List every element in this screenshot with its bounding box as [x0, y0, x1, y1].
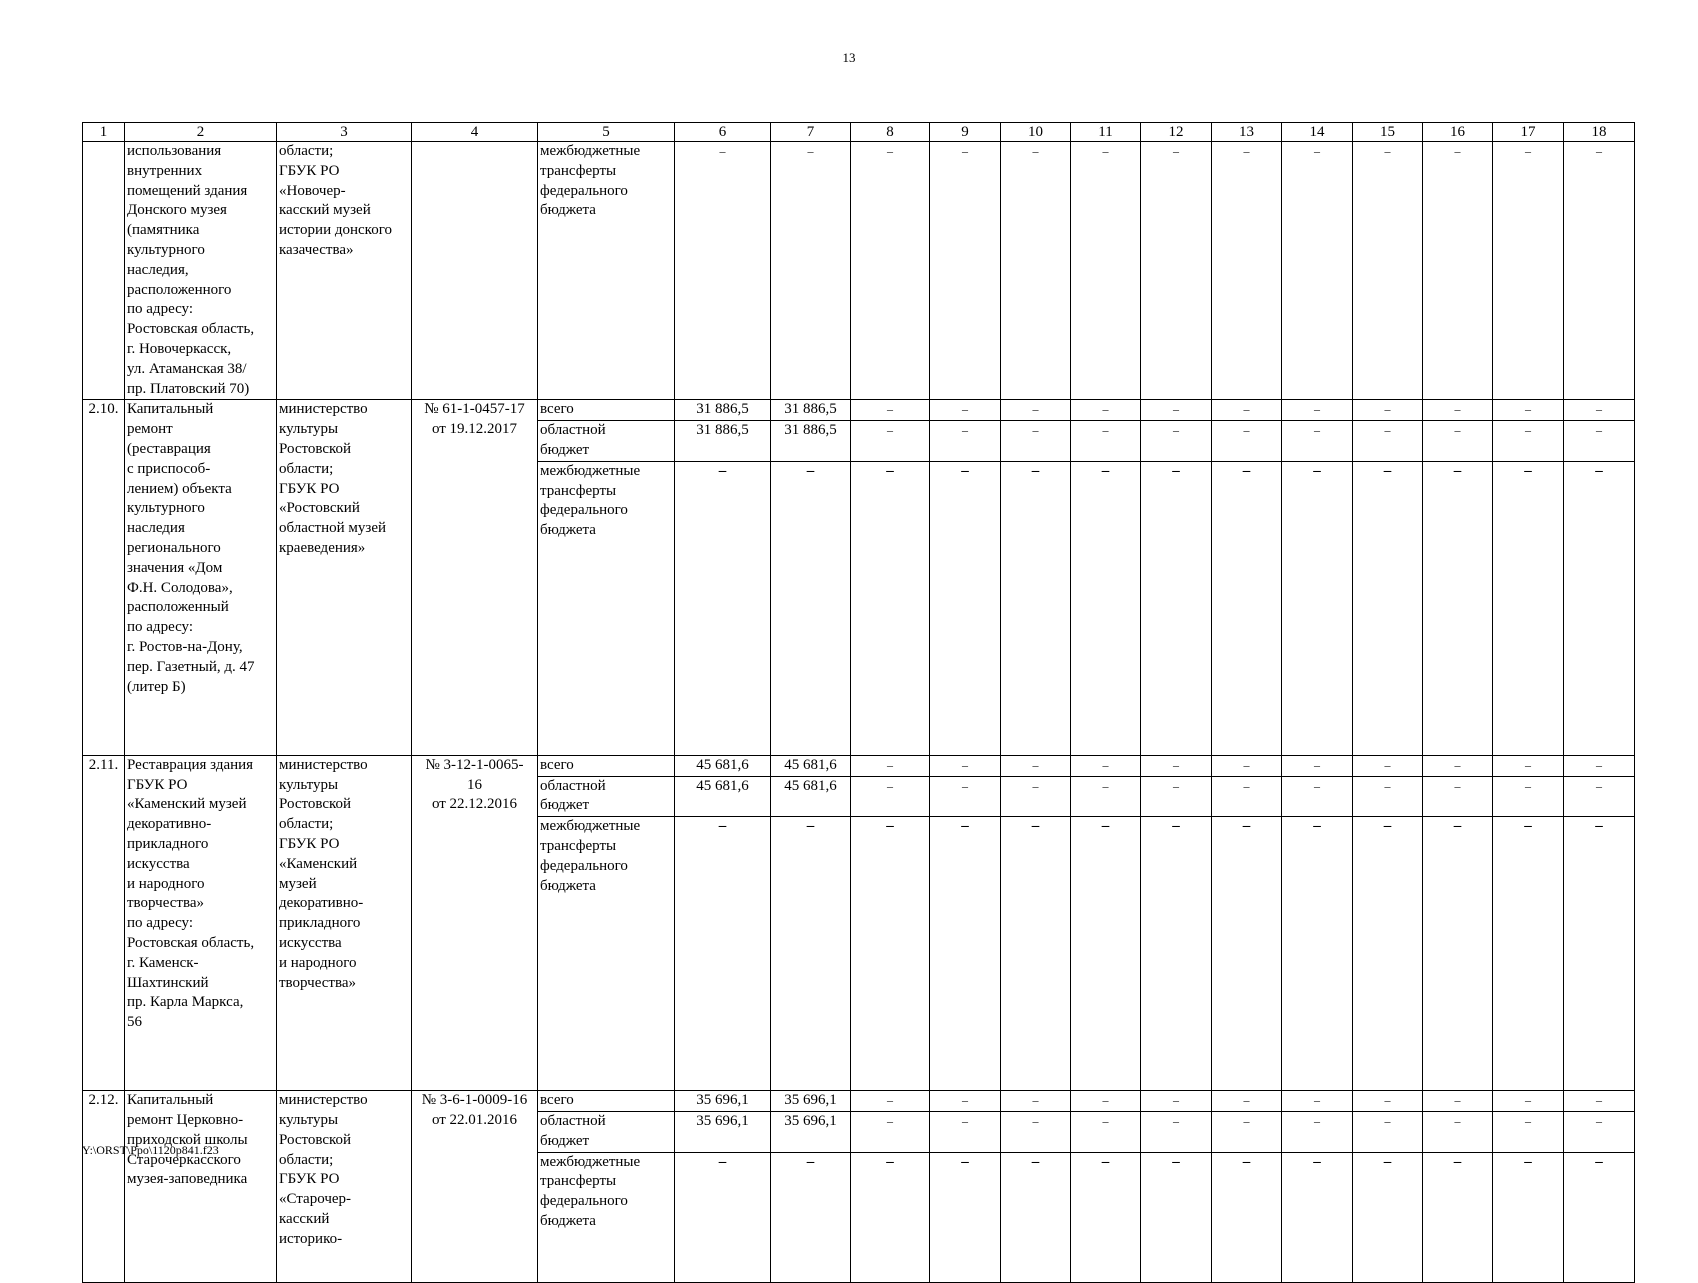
- empty-value-col-15: –: [1353, 776, 1423, 817]
- item-executor-line: культуры: [279, 421, 339, 438]
- item-name-line: по адресу:: [127, 619, 194, 636]
- item-name-line: лением) объекта: [127, 480, 232, 497]
- item-document-line: № 61-1-0457-17: [424, 401, 525, 418]
- source-regional-line: бюджет: [540, 441, 590, 458]
- item-document: [412, 755, 538, 1090]
- source-federal-line: трансферты: [540, 162, 617, 179]
- source-federal-line: бюджета: [540, 202, 596, 219]
- source-federal-line: межбюджетные: [540, 143, 641, 159]
- empty-value-col-10: –: [1001, 142, 1071, 400]
- total-value-2019: 35 696,1: [771, 1091, 851, 1112]
- empty-value-col-12: –: [1141, 776, 1212, 817]
- empty-value-col-13: –: [1212, 776, 1282, 817]
- empty-value-col-13: –: [1212, 1091, 1282, 1112]
- item-name-line: внутренних: [127, 162, 203, 179]
- item-executor-line: министерство: [279, 401, 368, 418]
- column-header: 16: [1423, 123, 1493, 142]
- item-executor-line: «Ростовский: [279, 500, 360, 517]
- empty-value-col-13: –: [1212, 421, 1282, 462]
- empty-value-col-9: –: [930, 1091, 1001, 1112]
- source-regional-line: областной: [540, 1112, 606, 1129]
- column-header: 6: [675, 123, 771, 142]
- item-name-line: значения «Дом: [127, 559, 223, 576]
- column-header: 12: [1141, 123, 1212, 142]
- empty-value-col-18: –: [1564, 1091, 1635, 1112]
- empty-value-col-8: –: [851, 421, 930, 462]
- item-executor-line: областной музей: [279, 520, 387, 537]
- item-executor-line: министерство: [279, 756, 368, 773]
- column-header-row: [83, 123, 1635, 142]
- empty-value-col-8: –: [851, 1091, 930, 1112]
- empty-value-col-15: –: [1353, 142, 1423, 400]
- empty-value-col-17: –: [1493, 755, 1564, 776]
- empty-value-col-9: –: [930, 776, 1001, 817]
- empty-value-col-17: –: [1493, 1091, 1564, 1112]
- empty-value-col-6: –: [675, 817, 771, 1091]
- item-executor-line: касский: [279, 1210, 330, 1227]
- source-regional-line: областной: [540, 777, 606, 794]
- empty-value-col-17: –: [1493, 776, 1564, 817]
- source-total: всего: [538, 755, 675, 776]
- empty-value-col-17: –: [1493, 400, 1564, 421]
- empty-value-col-8: –: [851, 142, 930, 400]
- item-name-line: помещений здания: [127, 182, 248, 199]
- empty-value-col-12: –: [1141, 1152, 1212, 1282]
- empty-value-col-18: –: [1564, 400, 1635, 421]
- item-name-line: ул. Атаманская 38/: [127, 360, 247, 377]
- empty-value-col-15: –: [1353, 461, 1423, 755]
- empty-value-col-6: –: [675, 461, 771, 755]
- regional-value-2019: 45 681,6: [771, 776, 851, 817]
- item-name: [125, 400, 277, 755]
- item-executor-line: касский музей: [279, 202, 371, 219]
- item-executor: [277, 400, 412, 755]
- empty-value-col-15: –: [1353, 1111, 1423, 1152]
- item-executor-line: области;: [279, 460, 334, 477]
- item-name-line: Ростовская область,: [127, 934, 255, 951]
- item-document-line: 16: [467, 776, 482, 793]
- item-name-line: Реставрация здания: [127, 756, 254, 773]
- item-name-line: пер. Газетный, д. 47: [127, 658, 255, 675]
- item-name-line: Капитальный: [127, 401, 214, 418]
- item-document-line: от 22.12.2016: [431, 796, 518, 813]
- empty-value-col-10: –: [1001, 817, 1071, 1091]
- empty-value-col-8: –: [851, 776, 930, 817]
- source-regional-line: бюджет: [540, 1132, 590, 1149]
- item-executor-line: культуры: [279, 1111, 339, 1128]
- empty-value-col-14: –: [1282, 755, 1353, 776]
- item-executor-line: казачества»: [279, 241, 354, 258]
- item-name-line: использования: [127, 143, 222, 159]
- empty-value-col-11: –: [1071, 400, 1141, 421]
- empty-value-col-12: –: [1141, 421, 1212, 462]
- item-name-line: наследия,: [127, 261, 189, 278]
- item-name-line: искусства: [127, 855, 190, 872]
- item-executor-line: ГБУК РО: [279, 480, 340, 497]
- source-federal-line: трансферты: [540, 837, 617, 854]
- empty-value-col-18: –: [1564, 1152, 1635, 1282]
- empty-value-col-15: –: [1353, 400, 1423, 421]
- empty-value-col-9: –: [930, 817, 1001, 1091]
- empty-value-col-8: –: [851, 1152, 930, 1282]
- empty-value-col-12: –: [1141, 1111, 1212, 1152]
- empty-value-col-10: –: [1001, 776, 1071, 817]
- item-name-line: наследия: [127, 520, 185, 537]
- table-row-total: [83, 1091, 1635, 1112]
- item-document-line: № 3-6-1-0009-16: [421, 1092, 528, 1109]
- item-executor-line: краеведения»: [279, 539, 366, 556]
- empty-value-col-10: –: [1001, 1091, 1071, 1112]
- item-executor-line: культуры: [279, 776, 339, 793]
- empty-value-col-10: –: [1001, 461, 1071, 755]
- total-value: 31 886,5: [675, 400, 771, 421]
- empty-value-col-14: –: [1282, 142, 1353, 400]
- regional-value: 35 696,1: [675, 1111, 771, 1152]
- regional-value: 31 886,5: [675, 421, 771, 462]
- item-name-line: Старочеркасского: [127, 1151, 241, 1168]
- item-name-line: приходской школы: [127, 1131, 248, 1148]
- empty-value-col-15: –: [1353, 817, 1423, 1091]
- empty-value-col-14: –: [1282, 461, 1353, 755]
- empty-value-col-6: –: [675, 142, 771, 400]
- source-federal-line: трансферты: [540, 482, 617, 499]
- item-executor-line: области;: [279, 1151, 334, 1168]
- item-executor-line: прикладного: [279, 915, 361, 932]
- empty-value-col-16: –: [1423, 817, 1493, 1091]
- empty-value-col-7: –: [771, 142, 851, 400]
- empty-value-col-9: –: [930, 400, 1001, 421]
- item-name-line: прикладного: [127, 835, 209, 852]
- source-regional: [538, 421, 675, 462]
- total-value: 45 681,6: [675, 755, 771, 776]
- source-regional: [538, 776, 675, 817]
- source-federal: [538, 817, 675, 1091]
- column-header: 3: [277, 123, 412, 142]
- item-name-line: 56: [127, 1014, 142, 1031]
- item-number: [83, 142, 125, 400]
- source-federal-line: бюджета: [540, 522, 596, 539]
- item-executor: [277, 755, 412, 1090]
- column-header: 11: [1071, 123, 1141, 142]
- source-federal-line: межбюджетные: [540, 462, 641, 479]
- item-name-line: (литер Б): [127, 678, 186, 695]
- item-name-line: декоративно-: [127, 816, 212, 833]
- empty-value-col-17: –: [1493, 1111, 1564, 1152]
- item-name-line: (реставрация: [127, 440, 211, 457]
- item-executor-line: и народного: [279, 954, 357, 971]
- empty-value-col-18: –: [1564, 817, 1635, 1091]
- source-regional: [538, 1111, 675, 1152]
- empty-value-col-7: –: [771, 817, 851, 1091]
- column-header: 17: [1493, 123, 1564, 142]
- item-name-line: г. Новочеркасск,: [127, 340, 232, 357]
- item-name: [125, 1091, 277, 1282]
- regional-value: 45 681,6: [675, 776, 771, 817]
- item-document: [412, 400, 538, 755]
- empty-value-col-16: –: [1423, 755, 1493, 776]
- item-name-line: г. Ростов-на-Дону,: [127, 638, 243, 655]
- empty-value-col-13: –: [1212, 400, 1282, 421]
- empty-value-col-14: –: [1282, 421, 1353, 462]
- source-federal: [538, 461, 675, 755]
- item-document-line: от 19.12.2017: [431, 421, 518, 438]
- empty-value-col-16: –: [1423, 421, 1493, 462]
- empty-value-col-15: –: [1353, 755, 1423, 776]
- empty-value-col-16: –: [1423, 142, 1493, 400]
- empty-value-col-11: –: [1071, 142, 1141, 400]
- item-document-line: № 3-12-1-0065-: [425, 756, 524, 773]
- item-name-line: расположенного: [127, 281, 232, 298]
- item-name: [125, 755, 277, 1090]
- source-federal-line: федерального: [540, 502, 628, 519]
- source-total: всего: [538, 1091, 675, 1112]
- empty-value-col-14: –: [1282, 776, 1353, 817]
- source-federal: [538, 1152, 675, 1282]
- regional-value-2019: 35 696,1: [771, 1111, 851, 1152]
- item-name-line: регионального: [127, 539, 221, 556]
- empty-value-col-17: –: [1493, 817, 1564, 1091]
- item-executor-line: области;: [279, 816, 334, 833]
- empty-value-col-18: –: [1564, 421, 1635, 462]
- item-executor-line: ГБУК РО: [279, 162, 340, 179]
- item-name-line: Донского музея: [127, 202, 227, 219]
- empty-value-col-10: –: [1001, 421, 1071, 462]
- item-name-line: с приспособ-: [127, 460, 211, 477]
- empty-value-col-12: –: [1141, 755, 1212, 776]
- item-number: 2.11.: [83, 755, 125, 1090]
- empty-value-col-11: –: [1071, 421, 1141, 462]
- empty-value-col-13: –: [1212, 755, 1282, 776]
- item-number: 2.12.: [83, 1091, 125, 1282]
- empty-value-col-11: –: [1071, 817, 1141, 1091]
- empty-value-col-9: –: [930, 461, 1001, 755]
- table-row-continuation: [83, 142, 1635, 400]
- item-name-line: Капитальный: [127, 1092, 214, 1109]
- empty-value-col-14: –: [1282, 817, 1353, 1091]
- empty-value-col-13: –: [1212, 461, 1282, 755]
- item-executor-line: «Каменский: [279, 855, 358, 872]
- empty-value-col-11: –: [1071, 1152, 1141, 1282]
- item-number: 2.10.: [83, 400, 125, 755]
- empty-value-col-10: –: [1001, 1152, 1071, 1282]
- empty-value-col-13: –: [1212, 142, 1282, 400]
- column-header: 4: [412, 123, 538, 142]
- empty-value-col-8: –: [851, 400, 930, 421]
- item-name-line: Ф.Н. Солодова»,: [127, 579, 233, 596]
- item-executor: [277, 1091, 412, 1282]
- item-name-line: Ростовская область,: [127, 321, 255, 338]
- source-federal-line: бюджета: [540, 1212, 596, 1229]
- empty-value-col-11: –: [1071, 461, 1141, 755]
- empty-value-col-10: –: [1001, 1111, 1071, 1152]
- item-executor-line: музей: [279, 875, 317, 892]
- footer-file-path: Y:\ORST\Ppo\1120p841.f23: [82, 1143, 219, 1157]
- empty-value-col-15: –: [1353, 1152, 1423, 1282]
- empty-value-col-14: –: [1282, 1111, 1353, 1152]
- empty-value-col-18: –: [1564, 776, 1635, 817]
- item-name-line: творчества»: [127, 895, 204, 912]
- item-name-line: пр. Карла Маркса,: [127, 994, 244, 1011]
- empty-value-col-11: –: [1071, 755, 1141, 776]
- page-number: 13: [842, 50, 856, 65]
- empty-value-col-7: –: [771, 1152, 851, 1282]
- empty-value-col-7: –: [771, 461, 851, 755]
- empty-value-col-13: –: [1212, 817, 1282, 1091]
- item-executor-line: министерство: [279, 1092, 368, 1109]
- total-value-2019: 31 886,5: [771, 400, 851, 421]
- item-name: [125, 142, 277, 400]
- empty-value-col-8: –: [851, 461, 930, 755]
- column-header: 2: [125, 123, 277, 142]
- empty-value-col-9: –: [930, 421, 1001, 462]
- item-executor-line: истории донского: [279, 222, 392, 239]
- item-document-line: от 22.01.2016: [431, 1111, 518, 1128]
- item-executor-line: «Новочер-: [279, 182, 346, 199]
- empty-value-col-12: –: [1141, 817, 1212, 1091]
- empty-value-col-17: –: [1493, 1152, 1564, 1282]
- source-federal-line: межбюджетные: [540, 818, 641, 835]
- item-document: [412, 142, 538, 400]
- empty-value-col-9: –: [930, 1111, 1001, 1152]
- item-document: [412, 1091, 538, 1282]
- column-header: 7: [771, 123, 851, 142]
- item-executor-line: историко-: [279, 1230, 343, 1247]
- column-header: 14: [1282, 123, 1353, 142]
- empty-value-col-17: –: [1493, 142, 1564, 400]
- empty-value-col-11: –: [1071, 1091, 1141, 1112]
- column-header: 8: [851, 123, 930, 142]
- item-executor-line: ГБУК РО: [279, 1171, 340, 1188]
- empty-value-col-16: –: [1423, 461, 1493, 755]
- empty-value-col-14: –: [1282, 1091, 1353, 1112]
- item-executor-line: Ростовской: [279, 796, 352, 813]
- table-row-total: [83, 755, 1635, 776]
- item-executor-line: Ростовской: [279, 440, 352, 457]
- budget-table: [82, 122, 1635, 1283]
- empty-value-col-15: –: [1353, 421, 1423, 462]
- item-executor-line: области;: [279, 143, 334, 159]
- empty-value-col-17: –: [1493, 461, 1564, 755]
- item-name-line: пр. Платовский 70): [127, 380, 250, 397]
- item-name-line: ГБУК РО: [127, 776, 188, 793]
- item-name-line: ремонт: [127, 421, 173, 438]
- source-federal-line: бюджета: [540, 877, 596, 894]
- empty-value-col-9: –: [930, 755, 1001, 776]
- item-executor-line: декоративно-: [279, 895, 364, 912]
- item-name-line: расположенный: [127, 599, 229, 616]
- item-name-line: г. Каменск-: [127, 954, 199, 971]
- source-federal-line: межбюджетные: [540, 1153, 641, 1170]
- item-name-line: ремонт Церковно-: [127, 1111, 244, 1128]
- item-executor-line: Ростовской: [279, 1131, 352, 1148]
- empty-value-col-16: –: [1423, 1091, 1493, 1112]
- empty-value-col-8: –: [851, 1111, 930, 1152]
- empty-value-col-10: –: [1001, 400, 1071, 421]
- column-header: 5: [538, 123, 675, 142]
- item-executor-line: искусства: [279, 934, 342, 951]
- regional-value-2019: 31 886,5: [771, 421, 851, 462]
- empty-value-col-11: –: [1071, 776, 1141, 817]
- empty-value-col-15: –: [1353, 1091, 1423, 1112]
- source-federal-line: федерального: [540, 857, 628, 874]
- column-header: 10: [1001, 123, 1071, 142]
- total-value-2019: 45 681,6: [771, 755, 851, 776]
- empty-value-col-14: –: [1282, 1152, 1353, 1282]
- column-header: 18: [1564, 123, 1635, 142]
- source-federal-line: федерального: [540, 182, 628, 199]
- column-header: 15: [1353, 123, 1423, 142]
- item-name-line: и народного: [127, 875, 205, 892]
- empty-value-col-10: –: [1001, 755, 1071, 776]
- source-federal-line: трансферты: [540, 1173, 617, 1190]
- source-regional-line: областной: [540, 422, 606, 439]
- source-federal-line: федерального: [540, 1193, 628, 1210]
- source-regional-line: бюджет: [540, 797, 590, 814]
- item-name-line: по адресу:: [127, 301, 194, 318]
- empty-value-col-9: –: [930, 142, 1001, 400]
- item-name-line: (памятника: [127, 222, 200, 239]
- empty-value-col-16: –: [1423, 776, 1493, 817]
- source-federal: [538, 142, 675, 400]
- item-name-line: по адресу:: [127, 915, 194, 932]
- item-executor-line: творчества»: [279, 974, 356, 991]
- item-executor: [277, 142, 412, 400]
- empty-value-col-8: –: [851, 817, 930, 1091]
- empty-value-col-16: –: [1423, 1152, 1493, 1282]
- item-name-line: Шахтинский: [127, 974, 209, 991]
- empty-value-col-14: –: [1282, 400, 1353, 421]
- total-value: 35 696,1: [675, 1091, 771, 1112]
- item-executor-line: «Старочер-: [279, 1191, 352, 1208]
- source-total: всего: [538, 400, 675, 421]
- empty-value-col-12: –: [1141, 461, 1212, 755]
- empty-value-col-12: –: [1141, 400, 1212, 421]
- empty-value-col-17: –: [1493, 421, 1564, 462]
- empty-value-col-8: –: [851, 755, 930, 776]
- table-row-total: [83, 400, 1635, 421]
- empty-value-col-18: –: [1564, 1111, 1635, 1152]
- empty-value-col-16: –: [1423, 400, 1493, 421]
- empty-value-col-18: –: [1564, 461, 1635, 755]
- empty-value-col-16: –: [1423, 1111, 1493, 1152]
- column-header: 13: [1212, 123, 1282, 142]
- item-executor-line: ГБУК РО: [279, 835, 340, 852]
- empty-value-col-6: –: [675, 1152, 771, 1282]
- item-name-line: культурного: [127, 500, 205, 517]
- column-header: 9: [930, 123, 1001, 142]
- item-name-line: культурного: [127, 241, 205, 258]
- item-name-line: «Каменский музей: [127, 796, 247, 813]
- empty-value-col-13: –: [1212, 1152, 1282, 1282]
- empty-value-col-18: –: [1564, 755, 1635, 776]
- item-name-line: музея-заповедника: [127, 1171, 248, 1188]
- column-header: 1: [83, 123, 125, 142]
- empty-value-col-12: –: [1141, 142, 1212, 400]
- empty-value-col-18: –: [1564, 142, 1635, 400]
- empty-value-col-9: –: [930, 1152, 1001, 1282]
- empty-value-col-11: –: [1071, 1111, 1141, 1152]
- empty-value-col-12: –: [1141, 1091, 1212, 1112]
- empty-value-col-13: –: [1212, 1111, 1282, 1152]
